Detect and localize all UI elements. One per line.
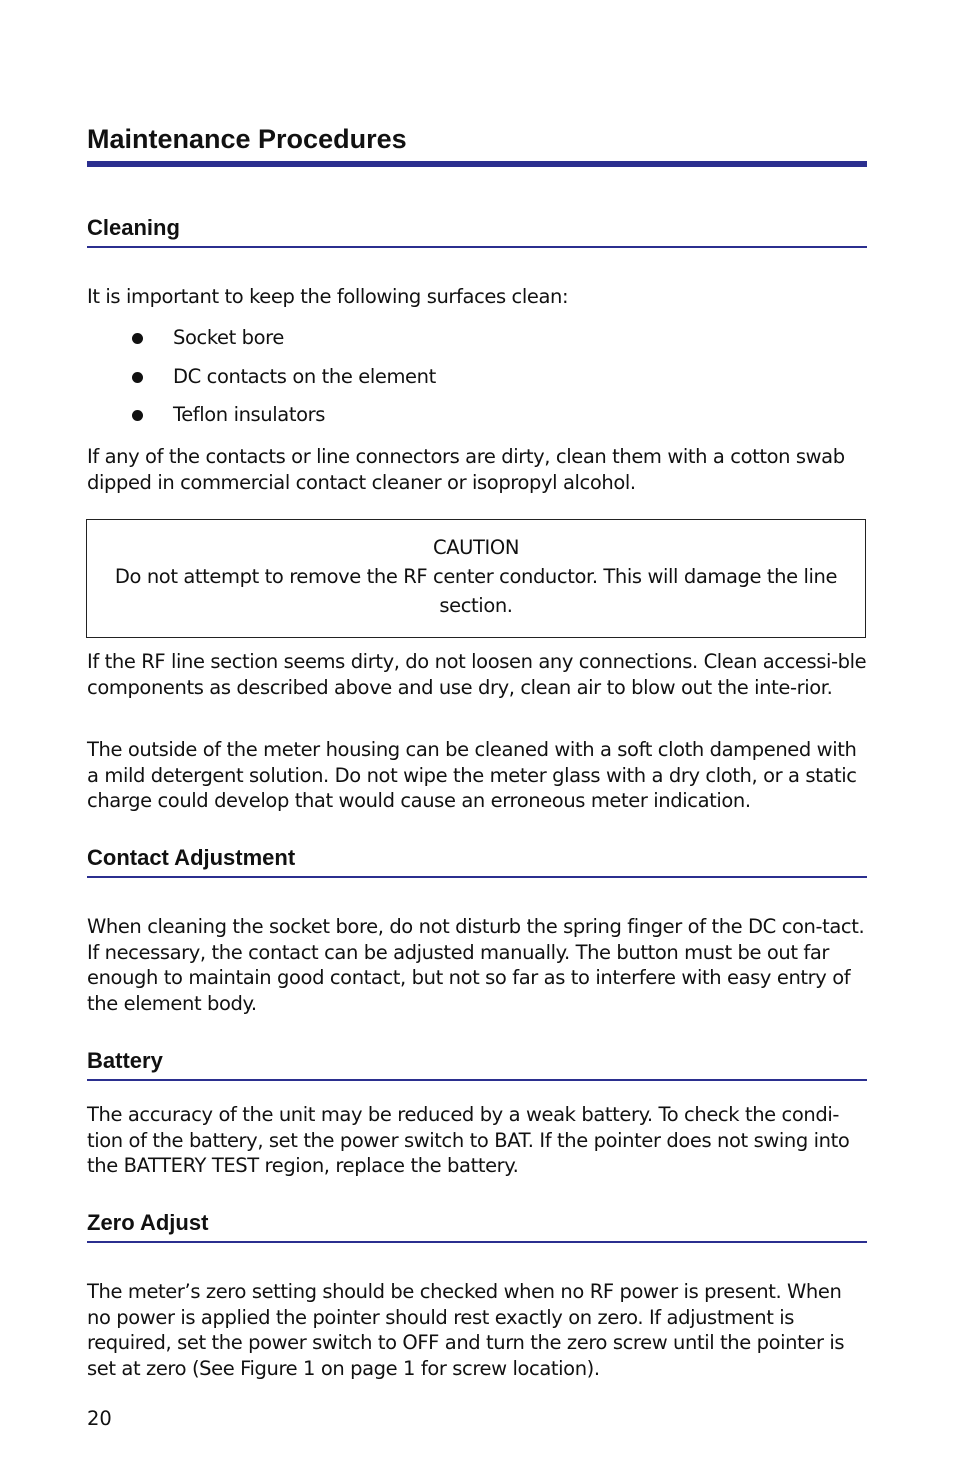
bullet-icon — [132, 372, 143, 383]
page-number: 20 — [87, 1407, 112, 1430]
list-item-text: Socket bore — [173, 326, 284, 349]
section-heading-contact-adjustment: Contact Adjustment — [87, 845, 296, 870]
page-title: Maintenance Procedures — [87, 124, 407, 154]
title-rule — [87, 161, 867, 167]
section-heading-cleaning: Cleaning — [87, 215, 180, 240]
section-rule-cleaning — [87, 246, 867, 248]
caution-box — [86, 519, 866, 638]
housing-paragraph: The outside of the meter housing can be cleaned with a soft cloth dampened with a mild detergent solution. Do not wipe the meter glass with a dry cloth, or a static charge could develop that would cause an erroneous meter indication. — [87, 738, 857, 812]
rf-line-paragraph: If the RF line section seems dirty, do not loosen any connections. Clean accessi-ble components as described above and use dry, clean air to blow out the inte-rior. — [87, 650, 867, 699]
cleaning-intro: It is important to keep the following surfaces clean: — [87, 285, 569, 308]
section-rule-battery — [87, 1079, 867, 1081]
section-heading-zero-adjust: Zero Adjust — [87, 1210, 209, 1235]
zero-adjust-paragraph: The meter’s zero setting should be checked when no RF power is present. When no power is applied the pointer should rest exactly on zero. If adjustment is required, set the power switch to OFF and turn the zero screw until the pointer is set at zero (See Figure 1 on page 1 for screw location). — [87, 1280, 845, 1380]
bullet-icon — [132, 333, 143, 344]
bullet-icon — [132, 410, 143, 421]
section-rule-contact-adjustment — [87, 876, 867, 878]
battery-paragraph: The accuracy of the unit may be reduced by a weak battery. To check the condi-tion of the battery, set the power switch to BAT. If the pointer does not swing into the BATTERY TEST region, replace the battery. — [87, 1103, 850, 1177]
caution-title: CAUTION — [432, 536, 520, 559]
cleaning-dirty-paragraph: If any of the contacts or line connectors are dirty, clean them with a cotton swab dipped in commercial contact cleaner or isopropyl alcohol. — [87, 445, 845, 494]
section-heading-battery: Battery — [87, 1048, 163, 1073]
list-item-text: DC contacts on the element — [173, 364, 436, 388]
section-rule-zero-adjust — [87, 1241, 867, 1243]
contact-adjustment-paragraph: When cleaning the socket bore, do not disturb the spring finger of the DC con-tact. If necessary, the contact can be adjusted manually. The button must be out far enough to maintain good contact, but not so far as to interfere with easy entry of the element body. — [87, 915, 865, 1015]
list-item-text: Teflon insulators — [173, 403, 325, 426]
caution-text: Do not attempt to remove the RF center conductor. This will damage the line section. — [114, 565, 838, 617]
